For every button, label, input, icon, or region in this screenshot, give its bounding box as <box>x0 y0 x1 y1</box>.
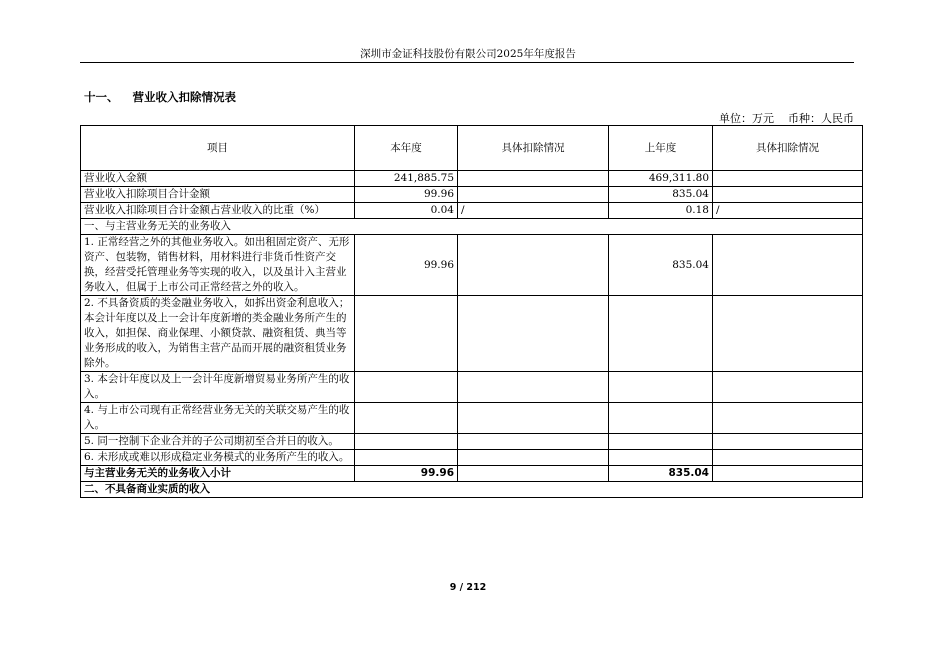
row-item-label: 与主营业务无关的业务收入小计 <box>81 466 355 482</box>
current-year-value: 241,885.75 <box>355 171 458 187</box>
prior-year-value <box>609 403 713 434</box>
current-year-detail <box>458 450 609 466</box>
prior-year-value <box>609 450 713 466</box>
prior-year-value <box>609 372 713 403</box>
current-year-detail <box>458 403 609 434</box>
prior-year-detail <box>713 171 863 187</box>
prior-year-value: 835.04 <box>609 466 713 482</box>
row-item-label: 6. 未形成或难以形成稳定业务模式的业务所产生的收入。 <box>81 450 355 466</box>
table-row <box>81 219 863 235</box>
header-current-year: 本年度 <box>355 126 458 171</box>
table-row <box>81 203 863 219</box>
table-row <box>81 171 863 187</box>
section-row-label: 一、与主营业务无关的业务收入 <box>81 219 863 235</box>
prior-year-detail <box>713 466 863 482</box>
current-year-detail <box>458 187 609 203</box>
current-year-value <box>355 450 458 466</box>
row-item-label: 5. 同一控制下企业合并的子公司期初至合并日的收入。 <box>81 434 355 450</box>
section-title-text: 营业收入扣除情况表 <box>132 90 236 104</box>
current-year-value: 99.96 <box>355 187 458 203</box>
current-year-detail <box>458 372 609 403</box>
header-rule <box>80 62 854 63</box>
header-current-detail: 具体扣除情况 <box>458 126 609 171</box>
row-item-label: 营业收入扣除项目合计金额占营业收入的比重（%） <box>81 203 355 219</box>
prior-year-value: 835.04 <box>609 187 713 203</box>
table-row <box>81 372 863 403</box>
unit-label: 单位：万元 <box>719 112 774 125</box>
header-item: 项目 <box>81 126 355 171</box>
table-row <box>81 187 863 203</box>
table-row <box>81 466 863 482</box>
current-year-detail <box>458 235 609 296</box>
prior-year-detail <box>713 434 863 450</box>
header-prior-detail: 具体扣除情况 <box>713 126 863 171</box>
current-year-value <box>355 296 458 372</box>
unit-line <box>719 110 854 126</box>
current-year-value <box>355 434 458 450</box>
prior-year-value <box>609 434 713 450</box>
prior-year-detail: / <box>713 203 863 219</box>
table-row <box>81 434 863 450</box>
page-number: 9 / 212 <box>449 582 487 593</box>
row-item-label: 营业收入扣除项目合计金额 <box>81 187 355 203</box>
current-year-value: 99.96 <box>355 235 458 296</box>
prior-year-value: 469,311.80 <box>609 171 713 187</box>
prior-year-detail <box>713 403 863 434</box>
table-row <box>81 450 863 466</box>
prior-year-detail <box>713 372 863 403</box>
current-year-detail <box>458 296 609 372</box>
prior-year-value <box>609 296 713 372</box>
prior-year-detail <box>713 450 863 466</box>
header-prior-year: 上年度 <box>609 126 713 171</box>
section-number: 十一、 <box>84 90 119 104</box>
prior-year-detail <box>713 235 863 296</box>
prior-year-detail <box>713 296 863 372</box>
page-header: 深圳市金证科技股份有限公司2025年年度报告 <box>360 48 576 60</box>
table-row <box>81 235 863 296</box>
row-item-label: 2. 不具备资质的类金融业务收入，如拆出资金利息收入；本会计年度以及上一会计年度新增的类金融业务所产生的收入，如担保、商业保理、小额贷款、融资租赁、典当等业务形成的收入，为销售主营产品而开展的融资租赁业务除外。 <box>81 296 355 372</box>
table-row <box>81 403 863 434</box>
current-year-detail <box>458 171 609 187</box>
section-row-label: 二、不具备商业实质的收入 <box>81 482 863 498</box>
table-row <box>81 296 863 372</box>
current-year-detail <box>458 434 609 450</box>
current-year-value <box>355 403 458 434</box>
current-year-detail <box>458 466 609 482</box>
row-item-label: 4. 与上市公司现有正常经营业务无关的关联交易产生的收入。 <box>81 403 355 434</box>
prior-year-value: 835.04 <box>609 235 713 296</box>
current-year-value: 99.96 <box>355 466 458 482</box>
prior-year-value: 0.18 <box>609 203 713 219</box>
revenue-deduction-table <box>80 125 863 498</box>
current-year-value: 0.04 <box>355 203 458 219</box>
row-item-label: 营业收入金额 <box>81 171 355 187</box>
table-row <box>81 482 863 498</box>
section-title <box>84 89 236 105</box>
row-item-label: 3. 本会计年度以及上一会计年度新增贸易业务所产生的收入。 <box>81 372 355 403</box>
row-item-label: 1. 正常经营之外的其他业务收入。如出租固定资产、无形资产、包装物，销售材料，用材料进行非货币性资产交换，经营受托管理业务等实现的收入，以及虽计入主营业务收入，但属于上市公司正常经营之外的收入。 <box>81 235 355 296</box>
currency-label: 币种：人民币 <box>788 112 854 125</box>
prior-year-detail <box>713 187 863 203</box>
current-year-value <box>355 372 458 403</box>
current-year-detail: / <box>458 203 609 219</box>
table-header-row <box>81 126 863 171</box>
